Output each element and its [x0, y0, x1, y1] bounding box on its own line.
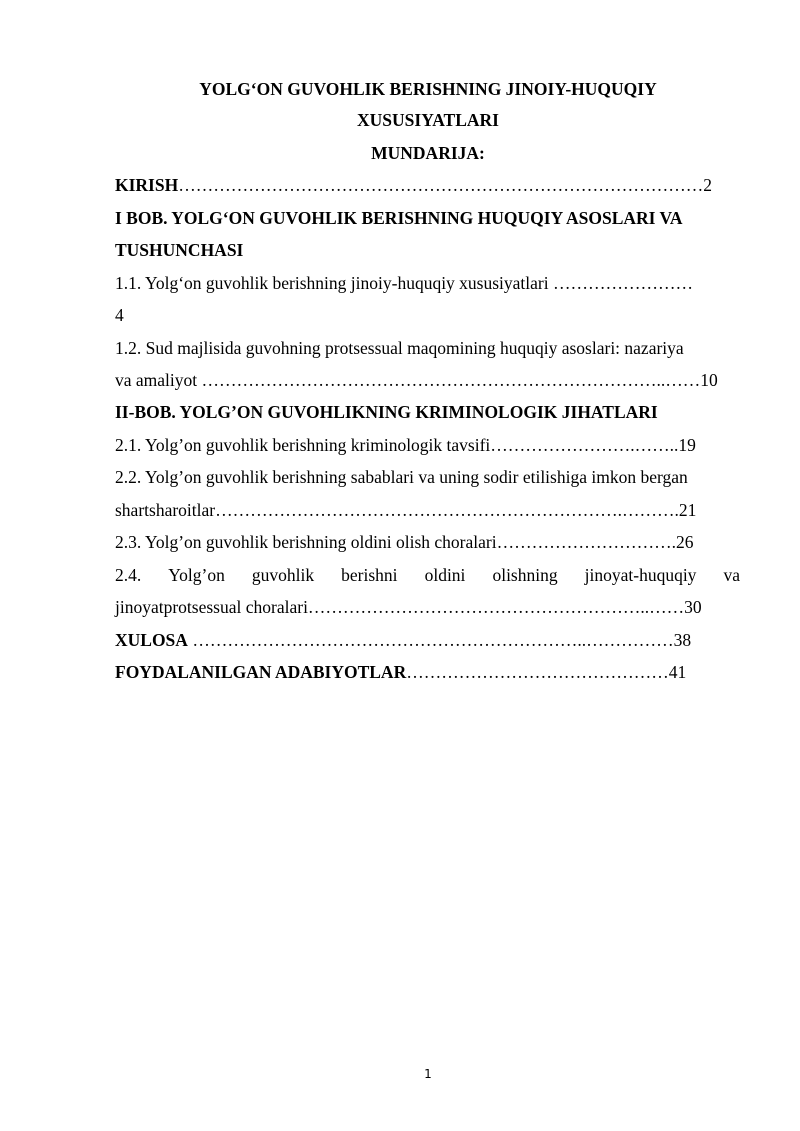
toc-section-1-2-line-1[interactable]: 1.2. Sud majlisida guvohning protsessual maqomining huquqiy asoslari: nazariya	[115, 338, 684, 358]
table-of-contents-heading: MUNDARIJA:	[371, 143, 485, 163]
toc-section-2-3[interactable]: 2.3. Yolg’on guvohlik berishning oldini olish choralari………………………….26	[115, 532, 694, 552]
toc-entry-conclusion[interactable]	[115, 629, 691, 651]
toc-leader-dots: ………………………………………………………………………………	[178, 175, 704, 195]
toc-word: 2.4.	[115, 565, 142, 585]
toc-section-2-4-line-1[interactable]	[115, 564, 740, 586]
toc-section-1-1-page[interactable]: 4	[115, 305, 124, 325]
toc-chapter-2[interactable]: II-BOB. YOLG’ON GUVOHLIKNING KRIMINOLOGIK JIHATLARI	[115, 402, 658, 422]
toc-section-1-2-line-2[interactable]: va amaliyot ……………………………………………………………………..……10	[115, 370, 718, 390]
toc-word: guvohlik	[251, 565, 315, 585]
toc-entry-label: FOYDALANILGAN ADABIYOTLAR	[115, 662, 407, 682]
toc-chapter-1-line-2[interactable]: TUSHUNCHASI	[115, 240, 244, 260]
toc-entry-introduction[interactable]	[115, 174, 712, 196]
toc-section-2-1[interactable]: 2.1. Yolg’on guvohlik berishning kriminologik tavsifi…………………….……..19	[115, 435, 696, 455]
toc-word: berishni	[341, 565, 398, 585]
page-number: 1	[424, 1067, 432, 1081]
document-title-line-2: XUSUSIYATLARI	[357, 110, 499, 130]
toc-leader-dots: …………………………………………………………..……………38	[187, 630, 692, 650]
toc-entry-label: XULOSA	[115, 630, 188, 650]
toc-chapter-1-line-1[interactable]: I BOB. YOLG‘ON GUVOHLIK BERISHNING HUQUQIY ASOSLARI VA	[115, 208, 683, 228]
toc-word: oldini	[424, 565, 466, 585]
toc-section-2-4-line-2[interactable]: jinoyatprotsessual choralari…………………………………………………..……30	[115, 597, 702, 617]
toc-page-number: 2	[703, 175, 712, 195]
toc-entry-references[interactable]	[115, 661, 686, 683]
toc-word: Yolg’on	[168, 565, 225, 585]
toc-leader-dots: ………………………………………41	[406, 662, 687, 682]
toc-section-2-2-line-2[interactable]: shartsharoitlar…………………………………………………………….……….21	[115, 500, 697, 520]
toc-entry-label: KIRISH	[115, 175, 179, 195]
toc-section-1-1-line-1[interactable]: 1.1. Yolg‘on guvohlik berishning jinoiy-huquqiy xususiyatlari ……………………	[115, 273, 693, 293]
toc-section-2-2-line-1[interactable]: 2.2. Yolg’on guvohlik berishning sabablari va uning sodir etilishiga imkon bergan	[115, 467, 688, 487]
toc-word: olishning	[492, 565, 558, 585]
toc-word: va	[723, 565, 740, 585]
toc-word: jinoyat-huquqiy	[584, 565, 697, 585]
document-title-line-1: YOLG‘ON GUVOHLIK BERISHNING JINOIY-HUQUQIY	[199, 79, 657, 99]
